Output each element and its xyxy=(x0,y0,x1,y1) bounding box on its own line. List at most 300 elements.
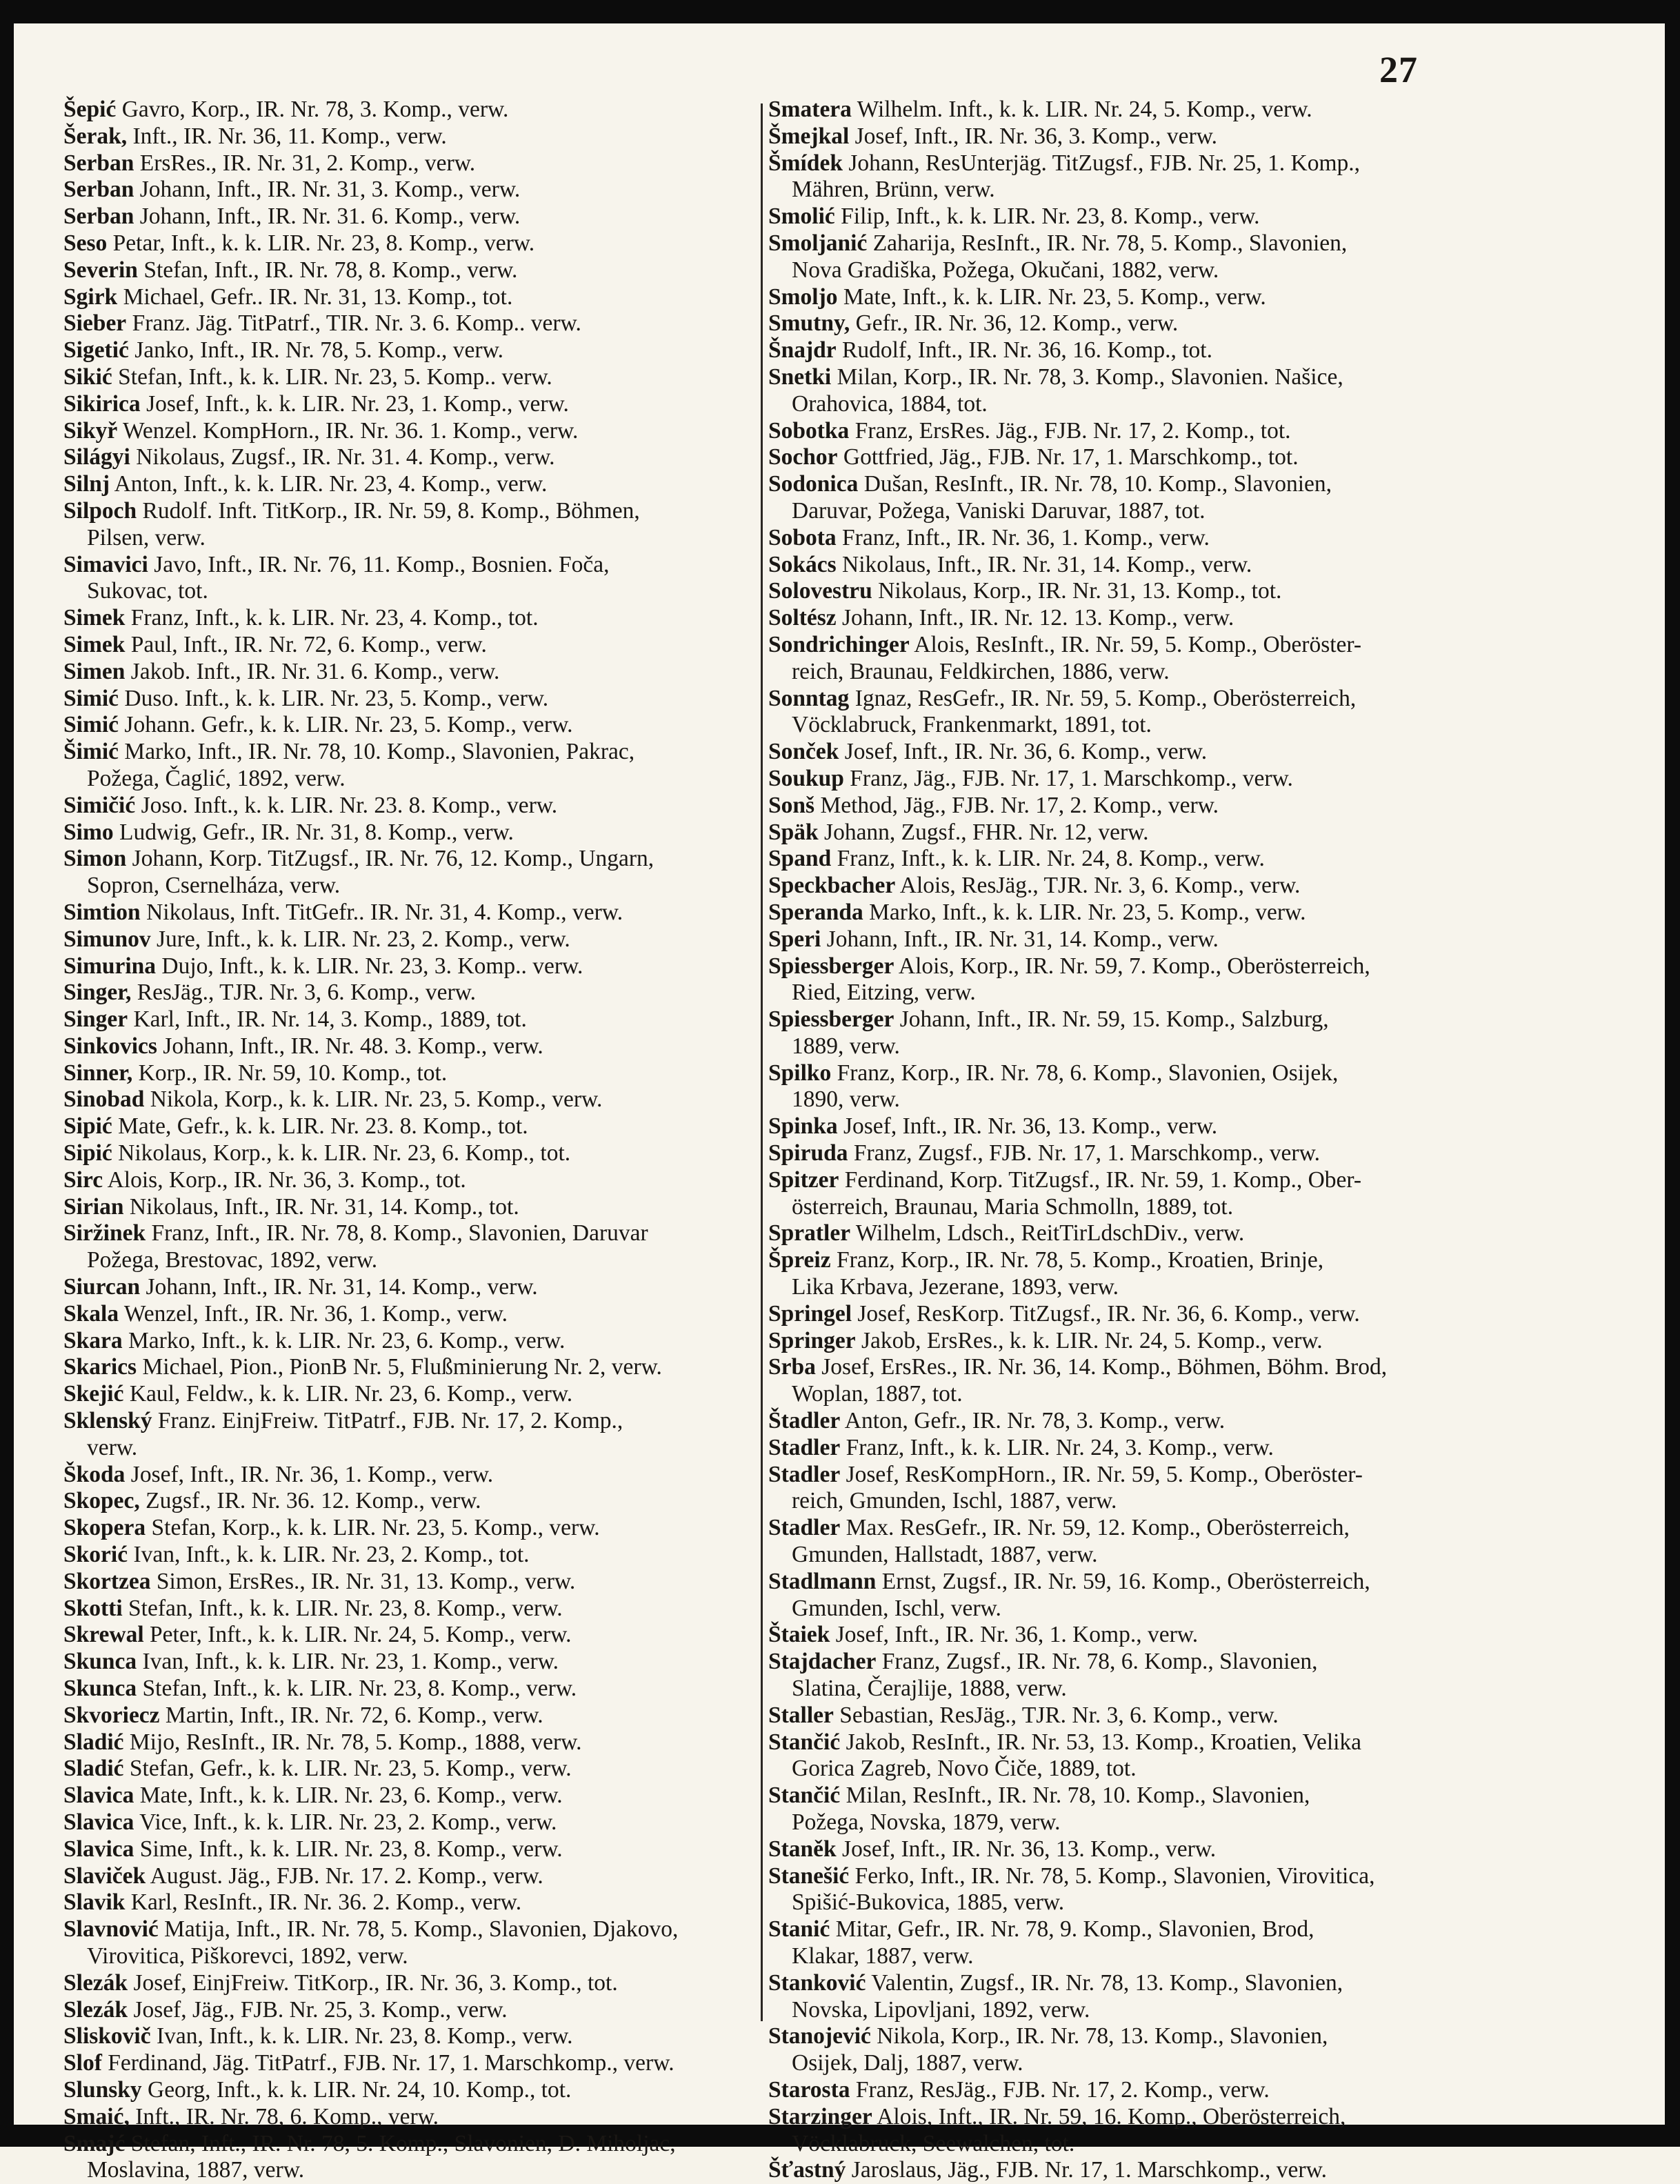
entry-surname: Sondrichinger xyxy=(768,631,910,657)
entry-surname: Slavica xyxy=(63,1783,134,1809)
entry-details: Inft., IR. Nr. 78, 6. Komp., verw. xyxy=(129,2103,439,2130)
casualty-entry xyxy=(768,766,1465,793)
entry-surname: Šmídek xyxy=(768,150,843,176)
entry-surname: Skarics xyxy=(63,1354,137,1380)
entry-surname: Sokács xyxy=(768,551,837,577)
entry-details: Filip, Inft., k. k. LIR. Nr. 23, 8. Komp., verw. xyxy=(834,203,1260,230)
casualty-entry xyxy=(63,1702,753,1729)
casualty-entry xyxy=(63,1836,753,1863)
entry-details: Sebastian, ResJäg., TJR. Nr. 3, 6. Komp., verw. xyxy=(833,1702,1279,1728)
entry-surname: Skorić xyxy=(63,1542,128,1568)
entry-details: Karl, Inft., IR. Nr. 14, 3. Komp., 1889, tot. xyxy=(128,1006,527,1033)
casualty-entry xyxy=(63,1889,753,1916)
entry-details: Johann, Inft., IR. Nr. 48. 3. Komp., verw. xyxy=(157,1033,543,1059)
entry-details: Josef, ErsRes., IR. Nr. 36, 14. Komp., Böhmen, Böhm. Brod, xyxy=(815,1354,1388,1380)
casualty-entry xyxy=(768,1916,1465,1970)
entry-details: Stefan, Inft., k. k. LIR. Nr. 23, 5. Komp.. verw. xyxy=(112,364,552,390)
entry-continuation: Klakar, 1887, verw. xyxy=(792,1943,974,1969)
casualty-entry xyxy=(63,1515,753,1542)
entry-details: Simon, ErsRes., IR. Nr. 31, 13. Komp., verw. xyxy=(150,1568,576,1594)
entry-details: Johann, Zugsf., FHR. Nr. 12, verw. xyxy=(818,819,1149,845)
entry-details: Wenzel, Inft., IR. Nr. 36, 1. Komp., verw. xyxy=(119,1300,508,1327)
casualty-entry xyxy=(768,2104,1465,2158)
left-column xyxy=(63,97,753,2183)
entry-surname: Slezák xyxy=(63,1969,128,1996)
casualty-entry xyxy=(768,1649,1465,1702)
entry-surname: Sladić xyxy=(63,1756,124,1782)
casualty-entry xyxy=(63,1220,753,1274)
entry-details: Ivan, Inft., k. k. LIR. Nr. 23, 2. Komp., tot. xyxy=(128,1542,530,1568)
entry-surname: Stajdacher xyxy=(768,1649,877,1675)
entry-surname: Simek xyxy=(63,631,126,657)
entry-details: Marko, Inft., k. k. LIR. Nr. 23, 5. Komp., verw. xyxy=(863,899,1306,925)
casualty-entry xyxy=(63,953,753,980)
entry-surname: Singer xyxy=(63,1006,128,1033)
casualty-entry xyxy=(768,953,1465,1007)
entry-details: Mijo, ResInft., IR. Nr. 78, 5. Komp., 1888, verw. xyxy=(123,1729,582,1755)
entry-details: Joso. Inft., k. k. LIR. Nr. 23. 8. Komp., verw. xyxy=(135,792,558,818)
entry-surname: Soltész xyxy=(768,605,837,631)
entry-details: Marko, Inft., k. k. LIR. Nr. 23, 6. Komp., verw. xyxy=(122,1327,566,1353)
casualty-entry xyxy=(63,1809,753,1836)
entry-surname: Sgirk xyxy=(63,284,118,310)
entry-details: Josef, Jäg., FJB. Nr. 25, 3. Komp., verw. xyxy=(128,1996,508,2023)
entry-continuation: Gorica Zagreb, Novo Čiče, 1889, tot. xyxy=(792,1756,1137,1782)
casualty-entry xyxy=(63,1488,753,1515)
casualty-entry xyxy=(63,1167,753,1194)
casualty-entry xyxy=(768,230,1465,284)
casualty-entry xyxy=(768,900,1465,926)
entry-surname: Sodonica xyxy=(768,471,859,497)
casualty-entry xyxy=(63,552,753,606)
entry-details: Josef, Inft., IR. Nr. 36, 13. Komp., verw. xyxy=(837,1113,1218,1140)
scan-border-left xyxy=(0,0,14,2147)
entry-surname: Springer xyxy=(768,1327,856,1353)
entry-surname: Skopec, xyxy=(63,1488,140,1514)
casualty-entry xyxy=(63,1328,753,1355)
entry-details: Vice, Inft., k. k. LIR. Nr. 23, 2. Komp., verw. xyxy=(134,1809,557,1835)
entry-details: Franz, ResJäg., FJB. Nr. 17, 2. Komp., verw. xyxy=(850,2076,1270,2103)
entry-surname: Simurina xyxy=(63,953,157,979)
entry-surname: Stadlmann xyxy=(768,1568,877,1594)
page-number: 27 xyxy=(1379,49,1418,90)
entry-surname: Stanojević xyxy=(768,2023,871,2049)
casualty-entry xyxy=(768,1702,1465,1729)
entry-surname: Šepić xyxy=(63,97,117,122)
casualty-entry xyxy=(63,230,753,257)
casualty-entry xyxy=(768,1863,1465,1917)
entry-surname: Skunca xyxy=(63,1676,137,1702)
casualty-entry xyxy=(768,846,1465,873)
entry-surname: Sikić xyxy=(63,364,112,390)
entry-details: Wenzel. KompHorn., IR. Nr. 36. 1. Komp., verw. xyxy=(117,417,579,444)
entry-surname: Speckbacher xyxy=(768,873,896,899)
casualty-entry xyxy=(63,97,753,123)
entry-continuation: Spišić-Bukovica, 1885, verw. xyxy=(792,1889,1065,1916)
casualty-entry xyxy=(63,739,753,793)
entry-surname: Siržinek xyxy=(63,1220,146,1247)
entry-details: Mate, Gefr., k. k. LIR. Nr. 23. 8. Komp., tot. xyxy=(112,1113,528,1140)
entry-surname: Sirian xyxy=(63,1193,124,1220)
entry-details: Nikolaus, Inft. TitGefr.. IR. Nr. 31, 4. Komp., verw. xyxy=(140,899,623,925)
casualty-entry xyxy=(63,1274,753,1301)
entry-details: Johann, Inft., IR. Nr. 12. 13. Komp., verw. xyxy=(836,605,1234,631)
casualty-entry xyxy=(63,1676,753,1702)
casualty-entry xyxy=(768,337,1465,364)
casualty-entry xyxy=(63,632,753,659)
entry-surname: Solovestru xyxy=(768,578,872,604)
entry-surname: Serban xyxy=(63,177,134,203)
entry-surname: Sieber xyxy=(63,310,127,337)
column-divider xyxy=(761,103,763,2021)
entry-surname: Springel xyxy=(768,1300,852,1327)
entry-continuation: Orahovica, 1884, tot. xyxy=(792,390,988,417)
entry-details: Mitar, Gefr., IR. Nr. 78, 9. Komp., Slavonien, Brod, xyxy=(830,1916,1314,1943)
entry-continuation: Sukovac, tot. xyxy=(87,578,208,604)
casualty-entry xyxy=(63,498,753,552)
entry-surname: Späk xyxy=(768,819,819,845)
entry-details: Jakob, ErsRes., k. k. LIR. Nr. 24, 5. Komp., verw. xyxy=(855,1327,1323,1353)
casualty-entry xyxy=(768,578,1465,605)
casualty-entry xyxy=(768,97,1465,123)
entry-surname: Sipić xyxy=(63,1140,112,1167)
entry-details: Rudolf, Inft., IR. Nr. 36, 16. Komp., tot. xyxy=(836,337,1212,364)
entry-details: Valentin, Zugsf., IR. Nr. 78, 13. Komp., Slavonien, xyxy=(866,1969,1343,1996)
entry-surname: Sinkovics xyxy=(63,1033,157,1059)
entry-details: Ferdinand, Jäg. TitPatrf., FJB. Nr. 17, 1. Marschkomp., verw. xyxy=(101,2050,674,2076)
casualty-entry xyxy=(63,605,753,632)
entry-details: Korp., IR. Nr. 59, 10. Komp., tot. xyxy=(132,1060,448,1086)
entry-surname: Sobotka xyxy=(768,417,850,444)
casualty-entry xyxy=(63,1569,753,1596)
entry-details: Johann, ResUnterjäg. TitZugsf., FJB. Nr. 25, 1. Komp., xyxy=(842,150,1361,176)
entry-details: Anton, Inft., k. k. LIR. Nr. 23, 4. Komp., verw. xyxy=(110,471,548,497)
entry-surname: Simičić xyxy=(63,792,136,818)
casualty-entry xyxy=(768,820,1465,846)
entry-surname: Sobota xyxy=(768,524,837,550)
entry-surname: Sinner, xyxy=(63,1060,133,1086)
casualty-entry xyxy=(63,1408,753,1462)
casualty-entry xyxy=(768,1836,1465,1863)
casualty-entry xyxy=(768,525,1465,552)
casualty-entry xyxy=(63,471,753,498)
casualty-entry xyxy=(768,284,1465,311)
entry-details: Nikola, Korp., k. k. LIR. Nr. 23, 5. Komp., verw. xyxy=(144,1086,603,1113)
entry-surname: Skunca xyxy=(63,1649,137,1675)
entry-surname: Stanić xyxy=(768,1916,830,1943)
entry-continuation: Nova Gradiška, Požega, Okučani, 1882, verw. xyxy=(792,257,1219,283)
entry-details: Johann, Korp. TitZugsf., IR. Nr. 76, 12. Komp., Ungarn, xyxy=(126,846,654,872)
entry-surname: Sikyř xyxy=(63,417,118,444)
casualty-entry xyxy=(768,1140,1465,1167)
casualty-entry xyxy=(63,793,753,820)
casualty-entry xyxy=(768,1247,1465,1301)
entry-details: Johann, Inft., IR. Nr. 31, 14. Komp., verw. xyxy=(140,1274,538,1300)
entry-surname: Smatera xyxy=(768,97,852,122)
casualty-entry xyxy=(63,1006,753,1033)
entry-surname: Simić xyxy=(63,685,119,711)
entry-surname: Smajć xyxy=(63,2130,126,2156)
casualty-entry xyxy=(768,471,1465,525)
entry-continuation: österreich, Braunau, Maria Schmolln, 1889, tot. xyxy=(792,1193,1234,1220)
entry-details: Johann, Inft., IR. Nr. 31, 14. Komp., verw. xyxy=(821,926,1219,952)
casualty-entry xyxy=(768,418,1465,445)
entry-continuation: Požega, Čaglić, 1892, verw. xyxy=(87,765,346,791)
entry-surname: Smaić, xyxy=(63,2103,130,2130)
entry-surname: Skotti xyxy=(63,1595,123,1621)
entry-surname: Slunsky xyxy=(63,2076,142,2103)
entry-details: Ludwig, Gefr., IR. Nr. 31, 8. Komp., verw. xyxy=(113,819,514,845)
casualty-entry xyxy=(768,1783,1465,1836)
entry-surname: Spilko xyxy=(768,1060,832,1086)
entry-surname: Sirc xyxy=(63,1167,103,1193)
entry-details: Alois, ResInft., IR. Nr. 59, 5. Komp., Oberöster- xyxy=(909,631,1362,657)
entry-surname: Škoda xyxy=(63,1461,126,1487)
entry-surname: Skala xyxy=(63,1300,119,1327)
casualty-entry xyxy=(63,686,753,713)
entry-details: Karl, ResInft., IR. Nr. 36. 2. Komp., verw. xyxy=(125,1889,522,1916)
entry-details: Kaul, Feldw., k. k. LIR. Nr. 23, 6. Komp., verw. xyxy=(123,1381,573,1407)
entry-surname: Skrewal xyxy=(63,1622,144,1648)
entry-details: Johann, Inft., IR. Nr. 59, 15. Komp., Salzburg, xyxy=(894,1006,1329,1033)
entry-details: Josef, Inft., IR. Nr. 36, 3. Komp., verw. xyxy=(849,123,1218,149)
casualty-entry xyxy=(63,1086,753,1113)
entry-surname: Stančić xyxy=(768,1729,841,1755)
entry-surname: Sonček xyxy=(768,739,839,765)
casualty-entry xyxy=(768,1301,1465,1328)
entry-details: Nikolaus, Zugsf., IR. Nr. 31. 4. Komp., verw. xyxy=(130,444,555,470)
casualty-entry xyxy=(63,1863,753,1890)
entry-surname: Simunov xyxy=(63,926,151,952)
casualty-entry xyxy=(63,1916,753,1970)
entry-surname: Šmejkal xyxy=(768,123,850,149)
casualty-entry xyxy=(768,1515,1465,1569)
casualty-entry xyxy=(63,846,753,900)
entry-surname: Snetki xyxy=(768,364,832,390)
casualty-entry xyxy=(768,310,1465,337)
casualty-entry xyxy=(768,1006,1465,1060)
casualty-entry xyxy=(63,337,753,364)
entry-details: Josef, EinjFreiw. TitKorp., IR. Nr. 36, 3. Komp., tot. xyxy=(128,1969,618,1996)
casualty-entry xyxy=(768,203,1465,230)
entry-surname: Spitzer xyxy=(768,1167,839,1193)
entry-surname: Srba xyxy=(768,1354,816,1380)
entry-details: Petar, Inft., k. k. LIR. Nr. 23, 8. Komp., verw. xyxy=(107,230,535,256)
entry-details: Jakob. Inft., IR. Nr. 31. 6. Komp., verw. xyxy=(125,658,500,684)
casualty-entry xyxy=(768,1970,1465,2024)
casualty-entry xyxy=(768,1113,1465,1140)
entry-details: Wilhelm. Inft., k. k. LIR. Nr. 24, 5. Komp., verw. xyxy=(851,97,1312,122)
entry-surname: Šimić xyxy=(63,739,119,765)
casualty-entry xyxy=(63,926,753,953)
casualty-entry xyxy=(63,1756,753,1783)
entry-surname: Štadler xyxy=(768,1408,841,1434)
casualty-entry xyxy=(768,739,1465,766)
entry-details: Duso. Inft., k. k. LIR. Nr. 23, 5. Komp., verw. xyxy=(119,685,549,711)
entry-details: Nikolaus, Inft., IR. Nr. 31, 14. Komp., verw. xyxy=(836,551,1252,577)
entry-details: Ignaz, ResGefr., IR. Nr. 59, 5. Komp., Oberösterreich, xyxy=(849,685,1357,711)
casualty-entry xyxy=(63,1729,753,1756)
casualty-entry xyxy=(768,150,1465,204)
entry-details: Alois, Inft., IR. Nr. 59, 16. Komp., Oberösterreich, xyxy=(872,2103,1346,2130)
casualty-entry xyxy=(63,980,753,1006)
entry-surname: Simen xyxy=(63,658,126,684)
entry-details: Max. ResGefr., IR. Nr. 59, 12. Komp., Oberösterreich, xyxy=(840,1515,1350,1541)
entry-details: Peter, Inft., k. k. LIR. Nr. 24, 5. Komp., verw. xyxy=(143,1622,572,1648)
casualty-entry xyxy=(768,1220,1465,1247)
entry-details: ResJäg., TJR. Nr. 3, 6. Komp., verw. xyxy=(131,980,477,1006)
entry-continuation: Moslavina, 1887, verw. xyxy=(87,2157,305,2183)
entry-surname: Seso xyxy=(63,230,108,256)
entry-surname: Špreiz xyxy=(768,1247,831,1273)
casualty-entry xyxy=(768,1569,1465,1622)
casualty-entry xyxy=(768,1462,1465,1516)
entry-surname: Stadler xyxy=(768,1434,841,1460)
casualty-entry xyxy=(768,873,1465,900)
casualty-entry xyxy=(768,1328,1465,1355)
entry-details: Paul, Inft., IR. Nr. 72, 6. Komp., verw. xyxy=(125,631,487,657)
entry-surname: Severin xyxy=(63,257,138,283)
entry-surname: Sonš xyxy=(768,792,815,818)
entry-continuation: Daruvar, Požega, Vaniski Daruvar, 1887, tot. xyxy=(792,497,1206,524)
entry-continuation: Ried, Eitzing, verw. xyxy=(792,980,976,1006)
entry-details: Franz, Korp., IR. Nr. 78, 6. Komp., Slavonien, Osijek, xyxy=(831,1060,1339,1086)
entry-continuation: Pilsen, verw. xyxy=(87,524,206,550)
casualty-entry xyxy=(63,203,753,230)
entry-continuation: reich, Braunau, Feldkirchen, 1886, verw. xyxy=(792,658,1170,684)
entry-details: Franz, Inft., k. k. LIR. Nr. 23, 4. Komp., tot. xyxy=(125,605,539,631)
casualty-entry xyxy=(63,1140,753,1167)
entry-surname: Slof xyxy=(63,2050,102,2076)
entry-details: Janko, Inft., IR. Nr. 78, 5. Komp., verw. xyxy=(128,337,503,364)
entry-surname: Spinka xyxy=(768,1113,838,1140)
entry-surname: Simek xyxy=(63,605,126,631)
casualty-entry xyxy=(768,605,1465,632)
entry-details: Dušan, ResInft., IR. Nr. 78, 10. Komp., Slavonien, xyxy=(858,471,1332,497)
casualty-entry xyxy=(63,1596,753,1622)
entry-surname: Smolić xyxy=(768,203,835,230)
casualty-entry xyxy=(63,1783,753,1809)
entry-surname: Stančić xyxy=(768,1783,841,1809)
entry-details: Josef, Inft., IR. Nr. 36, 1. Komp., verw. xyxy=(830,1622,1199,1648)
entry-details: Dujo, Inft., k. k. LIR. Nr. 23, 3. Komp.. verw. xyxy=(156,953,583,979)
casualty-entry xyxy=(768,1354,1465,1408)
casualty-entry xyxy=(768,1167,1465,1221)
entry-surname: Silpoch xyxy=(63,497,137,524)
entry-surname: Spand xyxy=(768,846,832,872)
casualty-entry xyxy=(63,257,753,284)
casualty-entry xyxy=(768,552,1465,579)
entry-details: Franz. EinjFreiw. TitPatrf., FJB. Nr. 17, 2. Komp., xyxy=(152,1408,623,1434)
entry-details: August. Jäg., FJB. Nr. 17. 2. Komp., verw. xyxy=(146,1863,543,1889)
casualty-entry xyxy=(63,1033,753,1060)
entry-surname: Simić xyxy=(63,712,119,738)
entry-surname: Slavik xyxy=(63,1889,126,1916)
entry-surname: Slavica xyxy=(63,1809,134,1835)
casualty-entry xyxy=(63,1113,753,1140)
right-column xyxy=(768,97,1465,2183)
casualty-entry xyxy=(63,712,753,739)
casualty-entry xyxy=(768,926,1465,953)
entry-details: Josef, ResKorp. TitZugsf., IR. Nr. 36, 6. Komp., verw. xyxy=(852,1300,1360,1327)
entry-continuation: Slatina, Čerajlije, 1888, verw. xyxy=(792,1676,1067,1702)
entry-surname: Stanešić xyxy=(768,1863,850,1889)
casualty-entry xyxy=(768,2157,1465,2184)
entry-details: Jaroslaus, Jäg., FJB. Nr. 17, 1. Marschkomp., verw. xyxy=(846,2157,1327,2183)
casualty-entry xyxy=(63,1354,753,1381)
entry-details: Marko, Inft., IR. Nr. 78, 10. Komp., Slavonien, Pakrac, xyxy=(119,739,635,765)
entry-details: Georg, Inft., k. k. LIR. Nr. 24, 10. Komp., tot. xyxy=(141,2076,572,2103)
entry-details: Michael, Pion., PionB Nr. 5, Flußminierung Nr. 2, verw. xyxy=(137,1354,662,1380)
entry-continuation: Požega, Brestovac, 1892, verw. xyxy=(87,1247,378,1273)
entry-surname: Skopera xyxy=(63,1515,146,1541)
entry-details: Alois, ResJäg., TJR. Nr. 3, 6. Komp., verw. xyxy=(895,873,1301,899)
entry-surname: Šnajdr xyxy=(768,337,837,364)
entry-surname: Skvoriecz xyxy=(63,1702,160,1728)
entry-surname: Sladić xyxy=(63,1729,124,1755)
casualty-entry xyxy=(63,659,753,686)
entry-continuation: 1890, verw. xyxy=(792,1086,900,1113)
entry-details: Mate, Inft., k. k. LIR. Nr. 23, 5. Komp., verw. xyxy=(837,284,1266,310)
casualty-entry xyxy=(768,1408,1465,1435)
entry-surname: Smoljanić xyxy=(768,230,868,256)
casualty-entry xyxy=(768,1060,1465,1114)
entry-details: Josef, Inft., k. k. LIR. Nr. 23, 1. Komp., verw. xyxy=(140,390,569,417)
entry-details: Johann, Inft., IR. Nr. 31. 6. Komp., verw. xyxy=(134,203,521,230)
entry-continuation: reich, Gmunden, Ischl, 1887, verw. xyxy=(792,1488,1117,1514)
entry-details: Anton, Gefr., IR. Nr. 78, 3. Komp., verw. xyxy=(840,1408,1226,1434)
entry-surname: Serban xyxy=(63,150,134,176)
casualty-entry xyxy=(63,284,753,311)
casualty-entry xyxy=(768,632,1465,686)
entry-surname: Slaviček xyxy=(63,1863,146,1889)
entry-surname: Stadler xyxy=(768,1515,841,1541)
entry-details: Josef, Inft., IR. Nr. 36, 13. Komp., verw. xyxy=(836,1836,1217,1862)
entry-continuation: Gmunden, Ischl, verw. xyxy=(792,1595,1001,1621)
entry-details: Alois, Korp., IR. Nr. 36, 3. Komp., tot. xyxy=(103,1167,466,1193)
entry-surname: Skejić xyxy=(63,1381,124,1407)
entry-details: Ivan, Inft., k. k. LIR. Nr. 23, 1. Komp., verw. xyxy=(137,1649,559,1675)
entry-details: Alois, Korp., IR. Nr. 59, 7. Komp., Oberösterreich, xyxy=(894,953,1370,979)
entry-surname: Slezák xyxy=(63,1996,128,2023)
casualty-entry xyxy=(768,793,1465,820)
entry-surname: Simon xyxy=(63,846,127,872)
entry-details: Ferdinand, Korp. TitZugsf., IR. Nr. 59, 1. Komp., Ober- xyxy=(839,1167,1362,1193)
entry-details: Rudolf. Inft. TitKorp., IR. Nr. 59, 8. Komp., Böhmen, xyxy=(137,497,640,524)
entry-surname: Speri xyxy=(768,926,821,952)
entry-surname: Smutny, xyxy=(768,310,850,337)
casualty-entry xyxy=(63,1381,753,1408)
casualty-entry xyxy=(63,1997,753,2024)
casualty-entry xyxy=(63,1622,753,1649)
casualty-entry xyxy=(63,444,753,471)
entry-details: Nikolaus, Korp., IR. Nr. 31, 13. Komp., tot. xyxy=(872,578,1282,604)
entry-details: Franz, Korp., IR. Nr. 78, 5. Komp., Kroatien, Brinje, xyxy=(830,1247,1324,1273)
casualty-entry xyxy=(63,418,753,445)
entry-surname: Simavici xyxy=(63,551,148,577)
entry-details: Stefan, Inft., IR. Nr. 78, 8. Komp., verw. xyxy=(137,257,518,283)
casualty-entry xyxy=(768,686,1465,739)
entry-continuation: Vöcklabruck, Frankenmarkt, 1891, tot. xyxy=(792,712,1152,738)
entry-surname: Skortzea xyxy=(63,1568,151,1594)
entry-surname: Silágyi xyxy=(63,444,130,470)
casualty-entry xyxy=(63,1060,753,1087)
scan-border-right xyxy=(1665,0,1680,2147)
entry-details: ErsRes., IR. Nr. 31, 2. Komp., verw. xyxy=(134,150,476,176)
entry-surname: Staller xyxy=(768,1702,834,1728)
entry-surname: Sklenský xyxy=(63,1408,152,1434)
entry-continuation: Vöcklabruck, Seewalchen, tot. xyxy=(792,2130,1075,2156)
